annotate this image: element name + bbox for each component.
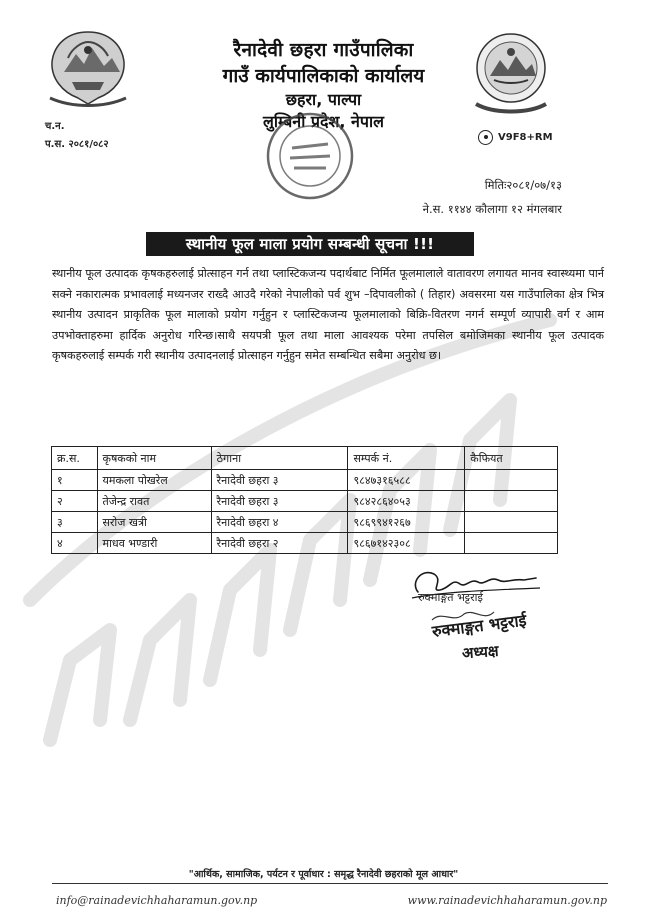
notice-title: स्थानीय फूल माला प्रयोग सम्बन्धी सूचना !!! — [146, 232, 474, 256]
province-country: लुम्बिनी प्रदेश, नेपाल — [262, 112, 384, 131]
cell-contact: ९८६७१४२३०८ — [348, 533, 465, 554]
designation-stamp: अध्यक्ष — [461, 641, 500, 663]
cell-address: रैनादेवी छहरा ४ — [211, 512, 348, 533]
signer-name: रुक्माङ्गत भट्टराई — [418, 591, 483, 604]
cell-name: माधव भण्डारी — [97, 533, 211, 554]
col-header-serial: क्र.स. — [52, 447, 98, 470]
cell-remarks — [465, 491, 558, 512]
date-nepal-sambat: ने.स. ११४४ कौलागा १२ मंगलबार — [422, 202, 562, 216]
footer-divider — [52, 883, 608, 884]
table-header-row — [52, 447, 558, 470]
letter-number: प.स. २०८१/०८२ — [45, 139, 109, 150]
cell-address: रैनादेवी छहरा ३ — [211, 491, 348, 512]
cell-name: सरोज खत्री — [97, 512, 211, 533]
cell-serial: ३ — [52, 512, 98, 533]
cell-contact: ९८४२८६४०५३ — [348, 491, 465, 512]
cell-address: रैनादेवी छहरा २ — [211, 533, 348, 554]
plus-code — [478, 128, 553, 146]
footer-motto: "आर्थिक, सामाजिक, पर्यटन र पूर्वाधार : समृद्ध रैनादेवी छहराको मूल आधार" — [188, 869, 459, 880]
office-name: गाउँ कार्यपालिकाको कार्यालय — [222, 65, 425, 87]
table-row — [52, 533, 558, 554]
table-row — [52, 491, 558, 512]
dispatch-number: च.न. — [45, 121, 65, 132]
cell-remarks — [465, 533, 558, 554]
cell-contact: ९८४७३१६५८८ — [348, 470, 465, 491]
cell-remarks — [465, 512, 558, 533]
plus-code-text: V9F8+RM — [498, 131, 553, 143]
col-header-contact: सम्पर्क नं. — [348, 447, 465, 470]
office-address: छहरा, पाल्पा — [285, 90, 362, 109]
cell-serial: १ — [52, 470, 98, 491]
cell-serial: ४ — [52, 533, 98, 554]
office-stamp-icon — [262, 108, 358, 204]
cell-contact: ९८६९९४१२६७ — [348, 512, 465, 533]
table-row — [52, 470, 558, 491]
cell-address: रैनादेवी छहरा ३ — [211, 470, 348, 491]
farmer-contact-table — [51, 446, 558, 554]
municipality-name: रैनादेवी छहरा गाउँपालिका — [233, 39, 414, 61]
table-row — [52, 512, 558, 533]
col-header-name: कृषकको नाम — [97, 447, 211, 470]
cell-remarks — [465, 470, 558, 491]
cell-name: यमकला पोखरेल — [97, 470, 211, 491]
footer-website: www.rainadevichhaharamun.gov.np — [407, 894, 607, 907]
col-header-address: ठेगाना — [211, 447, 348, 470]
cell-name: तेजेन्द्र रावत — [97, 491, 211, 512]
col-header-remarks: कैफियत — [465, 447, 558, 470]
footer-email: info@rainadevichhaharamun.gov.np — [56, 894, 258, 907]
name-stamp: रुक्माङ्गत भट्टराई — [430, 610, 528, 641]
notice-body: स्थानीय फूल उत्पादक कृषकहरुलाई प्रोत्साहन गर्न तथा प्लास्टिकजन्य पदार्थबाट निर्मित फूलमालाले वातावरण लगायत मानव स्वास्थ्यमा पार्न सक्ने नकारात्मक प्रभावलाई मध्यनजर राख्दै आउदै गरेको नेपालीको पर्व शुभ –दिपावलीको ( तिहार) अवसरमा यस गाउँपालिका क्षेत्र भित्र स्थानीय उत्पादन प्राकृतिक फूल मालाको प्रयोग गर्नुहुन र प्लास्टिकजन्य फूलमालाको बिक्रि-वितरण नगर्न सम्पूर्ण व्यापारी वर्ग र आम उपभोक्ताहरुमा हार्दिक अनुरोध गरिन्छ।साथै सयपत्री फूल तथा माला आवश्यक परेमा तपसिल बमोजिमका स्थानीय फूल उत्पादक कृषकहरुलाई सम्पर्क गरी स्थानीय उत्पादनलाई प्रोत्साहन गर्नुहुन समेत सम्बन्धित सबैमा अनुरोध छ। — [52, 267, 604, 362]
location-pin-icon — [478, 130, 493, 145]
date-bs: मितिः२०८१/०७/१३ — [484, 178, 562, 192]
cell-serial: २ — [52, 491, 98, 512]
